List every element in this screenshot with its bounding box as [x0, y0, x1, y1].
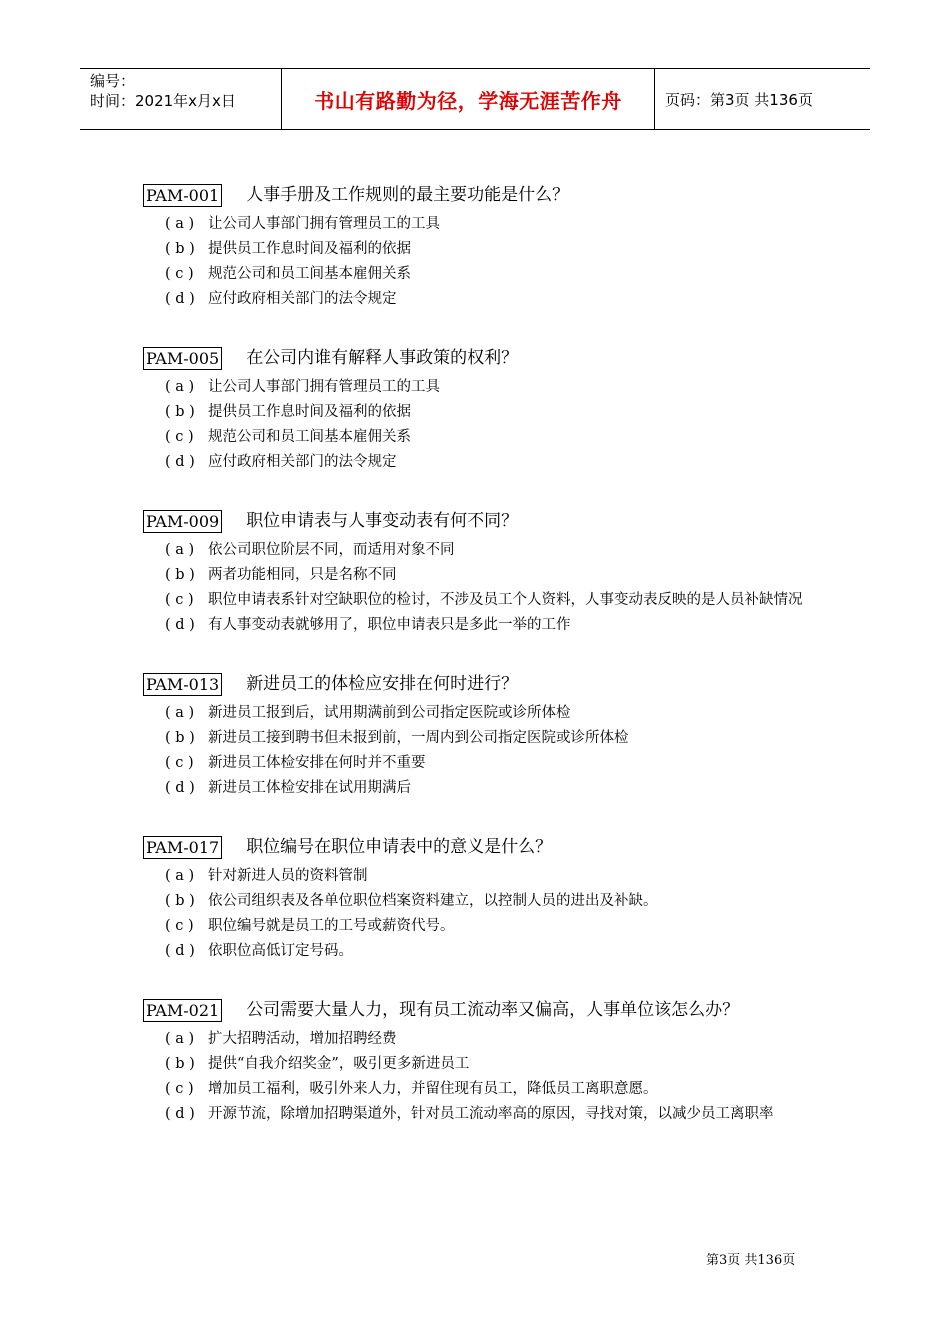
- option-label: ( a ): [165, 379, 195, 395]
- option-item: [165, 375, 823, 400]
- option-text: 针对新进人员的资料管制: [208, 868, 368, 884]
- option-text: 规范公司和员工间基本雇佣关系: [208, 266, 411, 282]
- option-item: [165, 1027, 823, 1052]
- page-footer: 第3页 共136页: [706, 1253, 796, 1268]
- page-header: [80, 68, 870, 130]
- option-item: [165, 212, 823, 237]
- option-label: ( d ): [165, 291, 195, 307]
- option-text: 提供“自我介绍奖金”，吸引更多新进员工: [208, 1056, 470, 1072]
- option-item: [165, 776, 823, 801]
- option-label: ( c ): [165, 1081, 194, 1097]
- header-number-label: 编号：: [90, 72, 136, 90]
- option-label: ( c ): [165, 918, 194, 934]
- option-label: ( a ): [165, 705, 195, 721]
- question-text: 在公司内谁有解释人事政策的权利？: [246, 348, 519, 368]
- header-motto: 书山有路勤为径，学海无涯苦作舟: [282, 69, 655, 129]
- question-line: [143, 671, 823, 697]
- option-label: ( c ): [165, 266, 194, 282]
- option-item: [165, 450, 823, 475]
- option-label: ( b ): [165, 1056, 195, 1072]
- option-text: 应付政府相关部门的法令规定: [208, 454, 397, 470]
- option-item: [165, 1052, 823, 1077]
- option-text: 新进员工体检安排在试用期满后: [208, 780, 411, 796]
- option-item: [165, 425, 823, 450]
- option-label: ( a ): [165, 1031, 195, 1047]
- question-block: [143, 345, 823, 475]
- option-text: 有人事变动表就够用了，职位申请表只是多此一举的工作: [208, 617, 571, 633]
- option-label: ( b ): [165, 730, 195, 746]
- option-label: ( b ): [165, 404, 195, 420]
- option-item: [165, 939, 823, 964]
- option-item: [165, 588, 823, 613]
- option-text: 新进员工报到后，试用期满前到公司指定医院或诊所体检: [208, 705, 571, 721]
- question-id: PAM-005: [143, 347, 222, 370]
- header-time-label: 时间：2021年x月x日: [90, 92, 236, 110]
- option-label: ( d ): [165, 780, 195, 796]
- question-text: 新进员工的体检应安排在何时进行？: [246, 674, 519, 694]
- question-line: [143, 834, 823, 860]
- option-item: [165, 613, 823, 638]
- question-text: 职位编号在职位申请表中的意义是什么？: [246, 837, 553, 857]
- question-block: [143, 997, 823, 1127]
- option-text: 规范公司和员工间基本雇佣关系: [208, 429, 411, 445]
- question-id: PAM-013: [143, 673, 222, 696]
- header-meta: [80, 69, 282, 129]
- option-item: [165, 1102, 823, 1127]
- option-text: 两者功能相同，只是名称不同: [208, 567, 397, 583]
- option-text: 开源节流，除增加招聘渠道外，针对员工流动率高的原因，寻找对策，以减少员工离职率: [208, 1106, 774, 1122]
- option-text: 让公司人事部门拥有管理员工的工具: [208, 216, 440, 232]
- option-item: [165, 914, 823, 939]
- question-block: [143, 508, 823, 638]
- option-item: [165, 701, 823, 726]
- option-label: ( c ): [165, 429, 194, 445]
- question-text: 公司需要大量人力，现有员工流动率又偏高，人事单位该怎么办？: [246, 1000, 740, 1020]
- option-text: 增加员工福利，吸引外来人力，并留住现有员工，降低员工离职意愿。: [208, 1081, 658, 1097]
- option-item: [165, 262, 823, 287]
- option-item: [165, 538, 823, 563]
- option-label: ( a ): [165, 868, 195, 884]
- option-label: ( c ): [165, 755, 194, 771]
- option-label: ( b ): [165, 567, 195, 583]
- question-line: [143, 345, 823, 371]
- option-item: [165, 400, 823, 425]
- question-list: [143, 182, 823, 1160]
- question-id: PAM-001: [143, 184, 222, 207]
- option-text: 扩大招聘活动，增加招聘经费: [208, 1031, 397, 1047]
- question-id: PAM-009: [143, 510, 222, 533]
- option-label: ( b ): [165, 241, 195, 257]
- option-label: ( a ): [165, 216, 195, 232]
- question-line: [143, 182, 823, 208]
- option-text: 新进员工接到聘书但未报到前，一周内到公司指定医院或诊所体检: [208, 730, 629, 746]
- option-label: ( b ): [165, 893, 195, 909]
- option-label: ( d ): [165, 943, 195, 959]
- question-id: PAM-021: [143, 999, 222, 1022]
- option-item: [165, 726, 823, 751]
- question-block: [143, 671, 823, 801]
- option-text: 职位申请表系针对空缺职位的检讨，不涉及员工个人资料，人事变动表反映的是人员补缺情况: [208, 592, 803, 608]
- question-text: 人事手册及工作规则的最主要功能是什么？: [246, 185, 570, 205]
- option-text: 让公司人事部门拥有管理员工的工具: [208, 379, 440, 395]
- option-item: [165, 1077, 823, 1102]
- option-item: [165, 237, 823, 262]
- option-label: ( c ): [165, 592, 194, 608]
- question-block: [143, 182, 823, 312]
- option-text: 提供员工作息时间及福利的依据: [208, 241, 411, 257]
- option-text: 新进员工体检安排在何时并不重要: [208, 755, 426, 771]
- option-text: 职位编号就是员工的工号或薪资代号。: [208, 918, 455, 934]
- header-page-label: 页码：第3页 共136页: [665, 90, 813, 109]
- question-id: PAM-017: [143, 836, 222, 859]
- option-label: ( a ): [165, 542, 195, 558]
- option-label: ( d ): [165, 617, 195, 633]
- option-label: ( d ): [165, 1106, 195, 1122]
- question-line: [143, 508, 823, 534]
- option-item: [165, 287, 823, 312]
- option-item: [165, 889, 823, 914]
- option-text: 依公司组织表及各单位职位档案资料建立，以控制人员的进出及补缺。: [208, 893, 658, 909]
- question-line: [143, 997, 823, 1023]
- question-text: 职位申请表与人事变动表有何不同？: [246, 511, 519, 531]
- question-block: [143, 834, 823, 964]
- option-item: [165, 864, 823, 889]
- option-label: ( d ): [165, 454, 195, 470]
- option-text: 应付政府相关部门的法令规定: [208, 291, 397, 307]
- option-text: 依职位高低订定号码。: [208, 943, 353, 959]
- option-item: [165, 751, 823, 776]
- option-text: 提供员工作息时间及福利的依据: [208, 404, 411, 420]
- option-item: [165, 563, 823, 588]
- option-text: 依公司职位阶层不同，而适用对象不同: [208, 542, 455, 558]
